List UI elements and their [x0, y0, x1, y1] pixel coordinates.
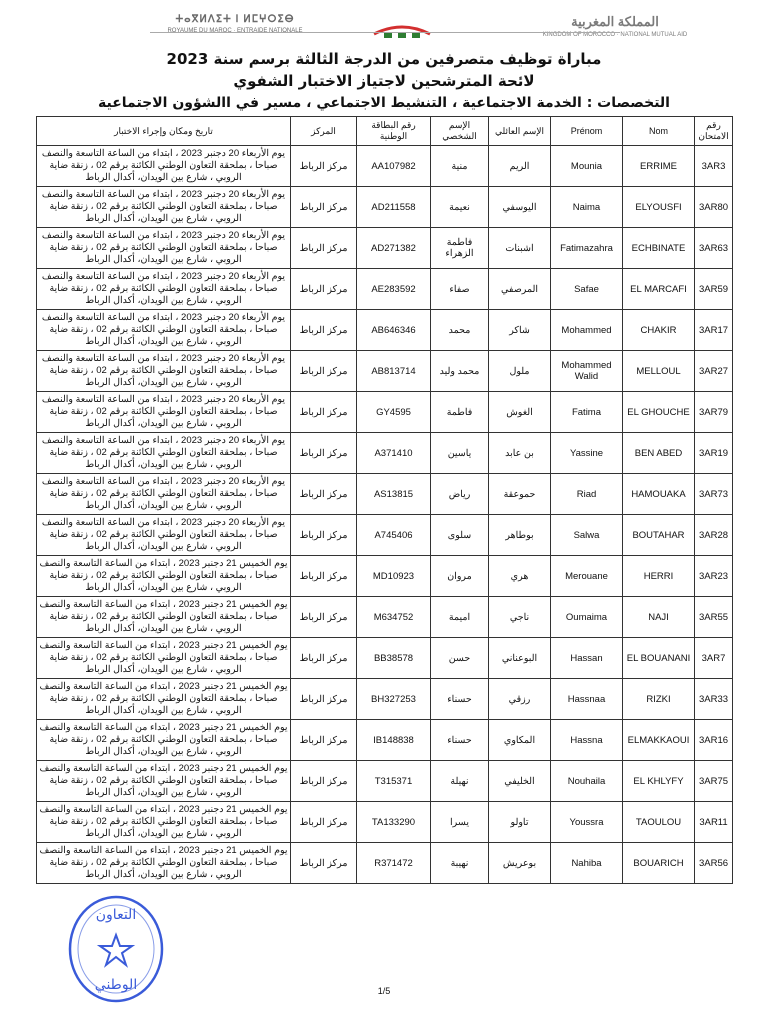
cell-given-name-ar: حسن: [431, 638, 489, 679]
stamp-bottom-text: الوطني: [94, 977, 138, 993]
cell-prenom: Mounia: [551, 146, 623, 187]
table-row: [37, 720, 733, 761]
cell-center: مركز الرباط: [291, 638, 357, 679]
cell-date: يوم الأربعاء 20 دجنبر 2023 ، ابتداء من الساعة التاسعة والنصف صباحا ، بملحقة التعاون الوطني الكائنة برقم 02 ، زنقة ضاية الروبي ، شارع بين الويدان، أكدال الرباط: [37, 474, 291, 515]
cell-nom: NAJI: [623, 597, 695, 638]
cell-date: يوم الأربعاء 20 دجنبر 2023 ، ابتداء من الساعة التاسعة والنصف صباحا ، بملحقة التعاون الوطني الكائنة برقم 02 ، زنقة ضاية الروبي ، شارع بين الويدان، أكدال الرباط: [37, 392, 291, 433]
cell-cin: T315371: [357, 761, 431, 802]
cell-family-name-ar: هري: [489, 556, 551, 597]
cell-nom: BOUTAHAR: [623, 515, 695, 556]
cell-given-name-ar: حسناء: [431, 720, 489, 761]
cell-prenom: Hassan: [551, 638, 623, 679]
cell-date: يوم الخميس 21 دجنبر 2023 ، ابتداء من الساعة التاسعة والنصف صباحا ، بملحقة التعاون الوطني الكائنة برقم 02 ، زنقة ضاية الروبي ، شارع بين الويدان، أكدال الرباط: [37, 802, 291, 843]
cell-center: مركز الرباط: [291, 515, 357, 556]
cell-center: مركز الرباط: [291, 720, 357, 761]
cell-prenom: Hassnaa: [551, 679, 623, 720]
cell-exam-number: 3AR7: [695, 638, 733, 679]
cell-prenom: Youssra: [551, 802, 623, 843]
cell-center: مركز الرباط: [291, 474, 357, 515]
cell-center: مركز الرباط: [291, 269, 357, 310]
cell-nom: ERRIME: [623, 146, 695, 187]
cell-nom: EL KHLYFY: [623, 761, 695, 802]
table-row: [37, 802, 733, 843]
cell-center: مركز الرباط: [291, 679, 357, 720]
cell-date: يوم الأربعاء 20 دجنبر 2023 ، ابتداء من الساعة التاسعة والنصف صباحا ، بملحقة التعاون الوطني الكائنة برقم 02 ، زنقة ضاية الروبي ، شارع بين الويدان، أكدال الرباط: [37, 351, 291, 392]
cell-family-name-ar: اليوسفي: [489, 187, 551, 228]
table-row: [37, 679, 733, 720]
cell-exam-number: 3AR11: [695, 802, 733, 843]
cell-exam-number: 3AR63: [695, 228, 733, 269]
cell-family-name-ar: البوعناني: [489, 638, 551, 679]
table-row: [37, 474, 733, 515]
table-row: [37, 351, 733, 392]
letterhead-right: [530, 14, 700, 38]
cell-given-name-ar: فاطمة: [431, 392, 489, 433]
header-center: المركز: [291, 117, 357, 146]
table-row: [37, 228, 733, 269]
cell-given-name-ar: ياسين: [431, 433, 489, 474]
cell-given-name-ar: رياض: [431, 474, 489, 515]
cell-family-name-ar: رزقي: [489, 679, 551, 720]
header-divider: [150, 32, 620, 33]
table-row: [37, 556, 733, 597]
cell-date: يوم الخميس 21 دجنبر 2023 ، ابتداء من الساعة التاسعة والنصف صباحا ، بملحقة التعاون الوطني الكائنة برقم 02 ، زنقة ضاية الروبي ، شارع بين الويدان، أكدال الرباط: [37, 679, 291, 720]
cell-center: مركز الرباط: [291, 187, 357, 228]
cell-given-name-ar: مروان: [431, 556, 489, 597]
cell-nom: MELLOUL: [623, 351, 695, 392]
cell-cin: AS13815: [357, 474, 431, 515]
cell-cin: AB813714: [357, 351, 431, 392]
cell-nom: ELMAKKAOUI: [623, 720, 695, 761]
cell-nom: BEN ABED: [623, 433, 695, 474]
cell-center: مركز الرباط: [291, 843, 357, 884]
header-family-name-ar: الإسم العائلي: [489, 117, 551, 146]
cell-given-name-ar: منية: [431, 146, 489, 187]
cell-exam-number: 3AR19: [695, 433, 733, 474]
cell-exam-number: 3AR17: [695, 310, 733, 351]
cell-prenom: Naima: [551, 187, 623, 228]
cell-date: يوم الأربعاء 20 دجنبر 2023 ، ابتداء من الساعة التاسعة والنصف صباحا ، بملحقة التعاون الوطني الكائنة برقم 02 ، زنقة ضاية الروبي ، شارع بين الويدان، أكدال الرباط: [37, 433, 291, 474]
cell-given-name-ar: صفاء: [431, 269, 489, 310]
cell-nom: EL MARCAFI: [623, 269, 695, 310]
cell-cin: A745406: [357, 515, 431, 556]
table-row: [37, 597, 733, 638]
table-row: [37, 187, 733, 228]
cell-family-name-ar: ناجي: [489, 597, 551, 638]
cell-family-name-ar: اشبنات: [489, 228, 551, 269]
cell-prenom: Safae: [551, 269, 623, 310]
table-row: [37, 310, 733, 351]
stamp-top-text: التعاون: [95, 907, 137, 923]
cell-prenom: Mohammed: [551, 310, 623, 351]
cell-cin: GY4595: [357, 392, 431, 433]
cell-prenom: Nahiba: [551, 843, 623, 884]
header-exam-number: رقم الامتحان: [695, 117, 733, 146]
letterhead: [90, 12, 700, 46]
cell-nom: EL BOUANANI: [623, 638, 695, 679]
cell-family-name-ar: تاولو: [489, 802, 551, 843]
cell-exam-number: 3AR73: [695, 474, 733, 515]
cell-date: يوم الخميس 21 دجنبر 2023 ، ابتداء من الساعة التاسعة والنصف صباحا ، بملحقة التعاون الوطني الكائنة برقم 02 ، زنقة ضاية الروبي ، شارع بين الويدان، أكدال الرباط: [37, 843, 291, 884]
cell-given-name-ar: فاطمة الزهراء: [431, 228, 489, 269]
cell-prenom: Yassine: [551, 433, 623, 474]
cell-date: يوم الخميس 21 دجنبر 2023 ، ابتداء من الساعة التاسعة والنصف صباحا ، بملحقة التعاون الوطني الكائنة برقم 02 ، زنقة ضاية الروبي ، شارع بين الويدان، أكدال الرباط: [37, 720, 291, 761]
cell-family-name-ar: حموعقة: [489, 474, 551, 515]
cell-nom: TAOULOU: [623, 802, 695, 843]
cell-nom: CHAKIR: [623, 310, 695, 351]
cell-given-name-ar: اميمة: [431, 597, 489, 638]
cell-date: يوم الأربعاء 20 دجنبر 2023 ، ابتداء من الساعة التاسعة والنصف صباحا ، بملحقة التعاون الوطني الكائنة برقم 02 ، زنقة ضاية الروبي ، شارع بين الويدان، أكدال الرباط: [37, 269, 291, 310]
cell-center: مركز الرباط: [291, 146, 357, 187]
table-row: [37, 638, 733, 679]
cell-center: مركز الرباط: [291, 351, 357, 392]
cell-cin: MD10923: [357, 556, 431, 597]
table-row: [37, 146, 733, 187]
table-row: [37, 515, 733, 556]
cell-date: يوم الأربعاء 20 دجنبر 2023 ، ابتداء من الساعة التاسعة والنصف صباحا ، بملحقة التعاون الوطني الكائنة برقم 02 ، زنقة ضاية الروبي ، شارع بين الويدان، أكدال الرباط: [37, 187, 291, 228]
cell-family-name-ar: بن عابد: [489, 433, 551, 474]
cell-exam-number: 3AR79: [695, 392, 733, 433]
cell-date: يوم الخميس 21 دجنبر 2023 ، ابتداء من الساعة التاسعة والنصف صباحا ، بملحقة التعاون الوطني الكائنة برقم 02 ، زنقة ضاية الروبي ، شارع بين الويدان، أكدال الرباط: [37, 638, 291, 679]
cell-given-name-ar: حسناء: [431, 679, 489, 720]
cell-cin: AB646346: [357, 310, 431, 351]
cell-center: مركز الرباط: [291, 597, 357, 638]
cell-date: يوم الخميس 21 دجنبر 2023 ، ابتداء من الساعة التاسعة والنصف صباحا ، بملحقة التعاون الوطني الكائنة برقم 02 ، زنقة ضاية الروبي ، شارع بين الويدان، أكدال الرباط: [37, 761, 291, 802]
cell-nom: EL GHOUCHE: [623, 392, 695, 433]
letterhead-right-english: KINGDOM OF MOROCCO · NATIONAL MUTUAL AID: [542, 32, 688, 38]
table-row: [37, 269, 733, 310]
cell-date: يوم الأربعاء 20 دجنبر 2023 ، ابتداء من الساعة التاسعة والنصف صباحا ، بملحقة التعاون الوطني الكائنة برقم 02 ، زنقة ضاية الروبي ، شارع بين الويدان، أكدال الرباط: [37, 310, 291, 351]
cell-cin: AD271382: [357, 228, 431, 269]
table-row: [37, 392, 733, 433]
cell-date: يوم الأربعاء 20 دجنبر 2023 ، ابتداء من الساعة التاسعة والنصف صباحا ، بملحقة التعاون الوطني الكائنة برقم 02 ، زنقة ضاية الروبي ، شارع بين الويدان، أكدال الرباط: [37, 146, 291, 187]
cell-exam-number: 3AR33: [695, 679, 733, 720]
cell-prenom: Fatima: [551, 392, 623, 433]
cell-cin: AA107982: [357, 146, 431, 187]
cell-center: مركز الرباط: [291, 556, 357, 597]
cell-family-name-ar: شاكر: [489, 310, 551, 351]
cell-center: مركز الرباط: [291, 310, 357, 351]
cell-nom: RIZKI: [623, 679, 695, 720]
cell-center: مركز الرباط: [291, 228, 357, 269]
cell-cin: BH327253: [357, 679, 431, 720]
cell-family-name-ar: بوعريش: [489, 843, 551, 884]
cell-family-name-ar: الريم: [489, 146, 551, 187]
cell-center: مركز الرباط: [291, 433, 357, 474]
cell-family-name-ar: المرصفي: [489, 269, 551, 310]
header-cin: رقم البطاقة الوطنية: [357, 117, 431, 146]
cell-given-name-ar: محمد: [431, 310, 489, 351]
cell-family-name-ar: المكاوي: [489, 720, 551, 761]
cell-family-name-ar: الخليفي: [489, 761, 551, 802]
cell-center: مركز الرباط: [291, 802, 357, 843]
cell-cin: A371410: [357, 433, 431, 474]
cell-exam-number: 3AR56: [695, 843, 733, 884]
letterhead-left-tifinagh: ⵜⴰⴳⵍⴷⵉⵜ ⵏ ⵍⵎⵖⵔⵉⴱ: [175, 14, 295, 25]
specialties-line: التخصصات : الخدمة الاجتماعية ، التنشيط الاجتماعي ، مسير في االشؤون الاجتماعية: [98, 95, 670, 111]
cell-cin: R371472: [357, 843, 431, 884]
candidates-table: [36, 116, 733, 884]
cell-exam-number: 3AR3: [695, 146, 733, 187]
cell-given-name-ar: يسرا: [431, 802, 489, 843]
cell-given-name-ar: نهيبة: [431, 843, 489, 884]
cell-nom: BOUARICH: [623, 843, 695, 884]
cell-cin: AD211558: [357, 187, 431, 228]
header-date: تاريخ ومكان وإجراء الاختبار: [37, 117, 291, 146]
letterhead-right-arabic: المملكة المغربية: [571, 14, 659, 29]
cell-prenom: Nouhaila: [551, 761, 623, 802]
cell-prenom: Riad: [551, 474, 623, 515]
cell-prenom: Fatimazahra: [551, 228, 623, 269]
letterhead-left: [150, 14, 320, 34]
cell-exam-number: 3AR55: [695, 597, 733, 638]
cell-center: مركز الرباط: [291, 761, 357, 802]
cell-given-name-ar: محمد وليد: [431, 351, 489, 392]
cell-exam-number: 3AR23: [695, 556, 733, 597]
official-stamp: [66, 893, 166, 1005]
document-subtitle: لائحة المترشحين لاجتياز الاختبار الشفوي: [233, 72, 535, 90]
cell-prenom: Salwa: [551, 515, 623, 556]
header-given-name-ar: الإسم الشخصي: [431, 117, 489, 146]
cell-prenom: Merouane: [551, 556, 623, 597]
cell-given-name-ar: نهيلة: [431, 761, 489, 802]
cell-nom: HAMOUAKA: [623, 474, 695, 515]
cell-exam-number: 3AR27: [695, 351, 733, 392]
cell-exam-number: 3AR16: [695, 720, 733, 761]
cell-exam-number: 3AR28: [695, 515, 733, 556]
entraide-nationale-logo: [370, 16, 434, 42]
cell-date: يوم الأربعاء 20 دجنبر 2023 ، ابتداء من الساعة التاسعة والنصف صباحا ، بملحقة التعاون الوطني الكائنة برقم 02 ، زنقة ضاية الروبي ، شارع بين الويدان، أكدال الرباط: [37, 228, 291, 269]
cell-cin: IB148838: [357, 720, 431, 761]
cell-given-name-ar: سلوى: [431, 515, 489, 556]
table-header-row: [37, 117, 733, 146]
header-prenom: Prénom: [551, 117, 623, 146]
cell-given-name-ar: نعيمة: [431, 187, 489, 228]
cell-exam-number: 3AR59: [695, 269, 733, 310]
cell-prenom: Oumaima: [551, 597, 623, 638]
cell-nom: HERRI: [623, 556, 695, 597]
cell-family-name-ar: الغوش: [489, 392, 551, 433]
table-row: [37, 433, 733, 474]
letterhead-left-french: ROYAUME DU MAROC · ENTRAIDE NATIONALE: [167, 28, 303, 34]
cell-prenom: Mohammed Walid: [551, 351, 623, 392]
document-title: مباراة توظيف متصرفين من الدرجة الثالثة برسم سنة 2023: [166, 50, 602, 68]
table-row: [37, 843, 733, 884]
cell-nom: ELYOUSFI: [623, 187, 695, 228]
cell-prenom: Hassna: [551, 720, 623, 761]
cell-cin: M634752: [357, 597, 431, 638]
cell-cin: AE283592: [357, 269, 431, 310]
cell-nom: ECHBINATE: [623, 228, 695, 269]
table-row: [37, 761, 733, 802]
cell-family-name-ar: بوطاهر: [489, 515, 551, 556]
cell-date: يوم الخميس 21 دجنبر 2023 ، ابتداء من الساعة التاسعة والنصف صباحا ، بملحقة التعاون الوطني الكائنة برقم 02 ، زنقة ضاية الروبي ، شارع بين الويدان، أكدال الرباط: [37, 556, 291, 597]
cell-exam-number: 3AR75: [695, 761, 733, 802]
cell-family-name-ar: ملول: [489, 351, 551, 392]
cell-date: يوم الخميس 21 دجنبر 2023 ، ابتداء من الساعة التاسعة والنصف صباحا ، بملحقة التعاون الوطني الكائنة برقم 02 ، زنقة ضاية الروبي ، شارع بين الويدان، أكدال الرباط: [37, 597, 291, 638]
cell-date: يوم الأربعاء 20 دجنبر 2023 ، ابتداء من الساعة التاسعة والنصف صباحا ، بملحقة التعاون الوطني الكائنة برقم 02 ، زنقة ضاية الروبي ، شارع بين الويدان، أكدال الرباط: [37, 515, 291, 556]
page-number: 1/5: [377, 986, 391, 996]
cell-exam-number: 3AR80: [695, 187, 733, 228]
cell-cin: TA133290: [357, 802, 431, 843]
cell-center: مركز الرباط: [291, 392, 357, 433]
cell-cin: BB38578: [357, 638, 431, 679]
header-nom: Nom: [623, 117, 695, 146]
